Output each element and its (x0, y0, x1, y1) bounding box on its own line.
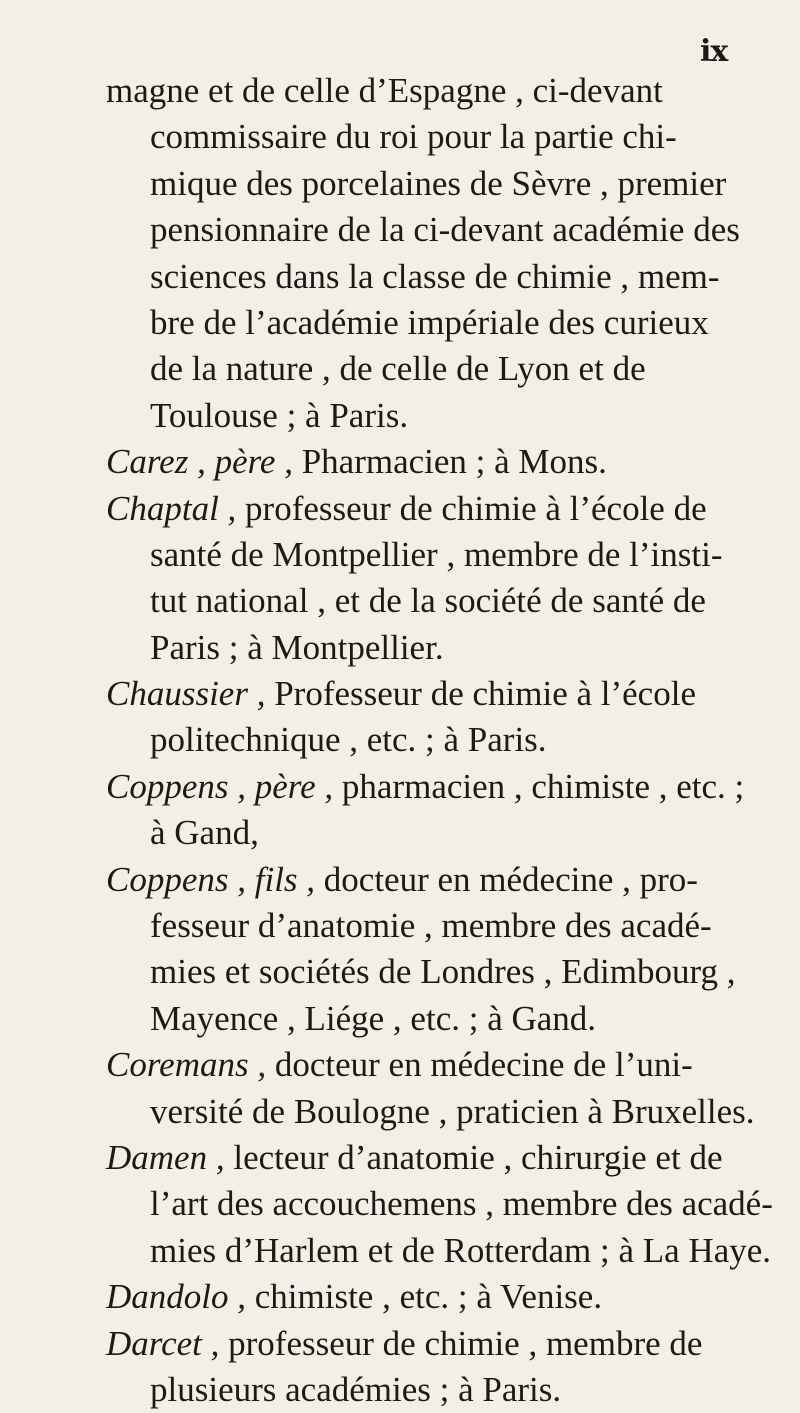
line-text: mique des porcelaines de Sèvre , premier (150, 163, 727, 203)
page-number: ix (700, 34, 728, 69)
line-text: tut national , et de la société de santé de (150, 581, 706, 621)
line-text: pharmacien , chimiste , etc. ; (333, 766, 745, 806)
line-text: Mayence , Liége , etc. ; à Gand. (150, 998, 597, 1038)
text-line (106, 671, 746, 717)
line-text: Toulouse ; à Paris. (150, 395, 409, 435)
line-text: à Gand, (150, 813, 259, 853)
line-text: mies et sociétés de Londres , Edimbourg , (150, 952, 736, 992)
text-line (106, 625, 746, 671)
line-text: docteur en médecine , pro- (315, 859, 698, 899)
text-line (106, 393, 746, 439)
text-line (106, 1274, 746, 1320)
line-text: professeur de chimie , membre de (219, 1323, 703, 1363)
entry-name: Damen , (106, 1137, 225, 1177)
line-text: plusieurs académies ; à Paris. (150, 1369, 562, 1409)
text-line (106, 439, 746, 485)
line-text: de la nature , de celle de Lyon et de (150, 349, 646, 389)
text-line (106, 486, 746, 532)
line-text: Pharmacien ; à Mons. (292, 442, 607, 482)
entry (106, 1321, 746, 1413)
entry-name: Chaussier , (106, 674, 266, 714)
text-line (106, 254, 746, 300)
line-text: politechnique , etc. ; à Paris. (150, 720, 547, 760)
text-line (106, 1181, 773, 1227)
text-line (106, 857, 746, 903)
text-line (106, 1042, 746, 1088)
text-line (106, 903, 746, 949)
line-text: mies d’Harlem et de Rotterdam ; à La Haye. (150, 1230, 772, 1270)
entry-name: Coppens , père , (106, 766, 334, 806)
text-line (106, 949, 746, 995)
entry-name: Carez , père , (106, 442, 293, 482)
text-line (106, 810, 746, 856)
text-body (106, 68, 773, 1413)
entry (106, 671, 746, 764)
line-text: magne et de celle d’Espagne , ci-devant (106, 71, 663, 110)
text-line (106, 114, 746, 160)
text-line (106, 532, 746, 578)
text-line (106, 578, 746, 624)
entry-name: Chaptal , (106, 488, 237, 528)
line-text: pensionnaire de la ci-devant académie des (150, 210, 740, 250)
line-text: professeur de chimie à l’école de (236, 488, 707, 528)
text-line (106, 996, 746, 1042)
entry (106, 1135, 773, 1274)
text-line (106, 717, 746, 763)
entry (106, 439, 746, 485)
line-text: bre de l’académie impériale des curieux (150, 302, 709, 342)
line-text: docteur en médecine de l’uni- (266, 1045, 693, 1085)
line-text: fesseur d’anatomie , membre des acadé- (150, 906, 712, 946)
text-line (106, 1228, 772, 1274)
line-text: Paris ; à Montpellier. (150, 627, 444, 667)
entry-name: Coppens , fils , (106, 859, 316, 899)
line-text: Professeur de chimie à l’école (265, 674, 696, 714)
entry (106, 486, 746, 672)
text-line (106, 300, 746, 346)
line-text: santé de Montpellier , membre de l’insti- (150, 534, 723, 574)
text-line (106, 1321, 746, 1367)
entry (106, 1274, 746, 1320)
line-text: chimiste , etc. ; à Venise. (246, 1277, 603, 1317)
line-text: sciences dans la classe de chimie , mem- (150, 256, 720, 296)
text-line (106, 1089, 755, 1135)
text-line (106, 68, 746, 114)
line-text: commissaire du roi pour la partie chi- (150, 117, 677, 157)
text-line (106, 207, 746, 253)
line-text: versité de Boulogne , praticien à Bruxelles. (150, 1091, 755, 1131)
entry (106, 68, 746, 439)
entry-name: Darcet , (106, 1323, 220, 1363)
text-line (106, 346, 746, 392)
entry (106, 764, 746, 857)
text-line (106, 764, 746, 810)
text-line (106, 161, 746, 207)
text-line (106, 1135, 746, 1181)
entry (106, 1042, 755, 1135)
entry (106, 857, 746, 1043)
entry-name: Dandolo , (106, 1277, 246, 1317)
entry-name: Coremans , (106, 1045, 267, 1085)
text-line (106, 1367, 746, 1413)
line-text: lecteur d’anatomie , chirurgie et de (224, 1137, 723, 1177)
line-text: l’art des accouchemens , membre des acadé- (150, 1184, 773, 1224)
